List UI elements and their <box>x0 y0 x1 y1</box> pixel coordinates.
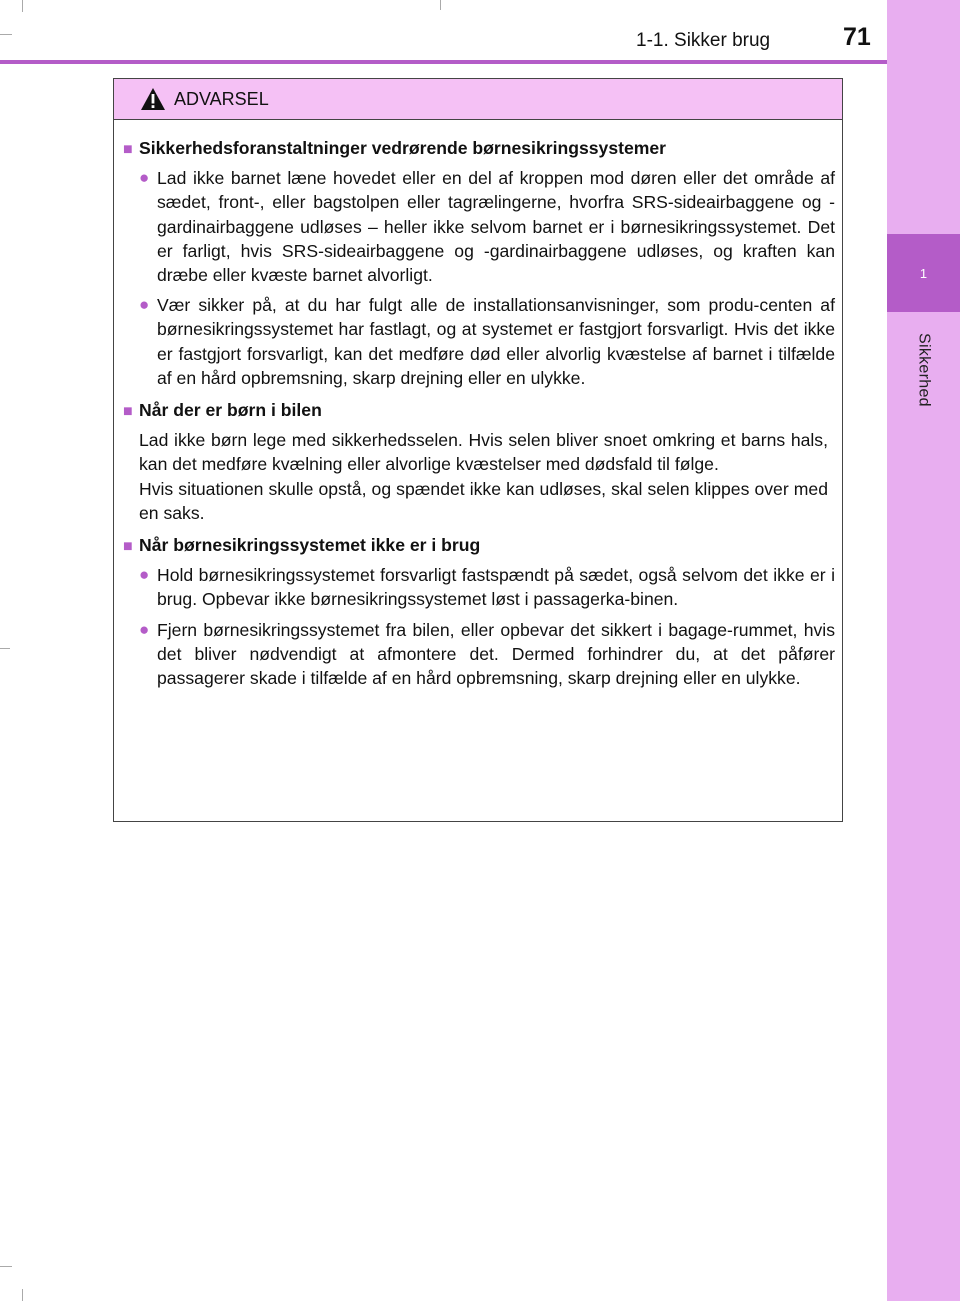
list-item: ● Hold børnesikringssystemet forsvarligt fastspændt på sædet, også selvom det ikke er i brug. Opbevar ikke børnesikringssystemet løst i passagerka-binen. <box>123 563 835 611</box>
warning-header <box>114 79 842 120</box>
chapter-label-box <box>887 320 960 420</box>
warning-body <box>114 120 842 690</box>
paragraph: Hvis situationen skulle opstå, og spændet ikke kan udløses, skal selen klippes over med en saks. <box>139 478 828 523</box>
square-bullet-icon: ■ <box>123 141 133 158</box>
crop-mark <box>22 0 23 12</box>
page-number: 71 <box>843 23 871 51</box>
round-bullet-icon: ● <box>139 619 150 639</box>
chapter-number-box <box>887 234 960 312</box>
chapter-number: 1 <box>919 265 928 281</box>
section <box>123 398 835 525</box>
warning-title: ADVARSEL <box>174 88 269 109</box>
square-bullet-icon: ■ <box>123 538 133 556</box>
crop-mark <box>440 0 441 10</box>
round-bullet-icon: ● <box>139 295 150 315</box>
square-bullet-icon: ■ <box>123 403 133 421</box>
paragraph: Lad ikke børn lege med sikkerhedsselen. Hvis selen bliver snoet omkring et barns hals, kan det medføre kvælning eller alvorlige kvæstelser med dødsfald til følge. <box>139 430 828 475</box>
header-rule <box>0 60 887 64</box>
crop-mark <box>0 1266 12 1267</box>
list-item: ● Lad ikke barnet læne hovedet eller en del af kroppen mod døren eller det område af sædet, front-, eller bagstolpen eller tagrælingerne, hvorfra SRS-sideairbaggene og -gardinairbaggene udløses – heller ikke selvom barnet er i børnesikringssystemet. Det er farligt, hvis SRS-sideairbaggene og -gardinairbaggene udløses, og kraften kan dræbe eller kvæste barnet alvorligt. <box>123 166 835 287</box>
section <box>123 533 835 690</box>
list-item: ● Vær sikker på, at du har fulgt alle de installationsanvisninger, som produ-centen af børnesikringssystemet har fastlagt, og at systemet er fastgjort forsvarligt. Hvis det ikke er fastgjort forsvarligt, kan det medføre død eller alvorlig kvæstelse af barnet i tilfælde af en hård opbremsning, skarp drejning eller en ulykke. <box>123 293 835 390</box>
chapter-label: Sikkerhed <box>915 333 933 407</box>
crop-mark <box>0 34 12 35</box>
round-bullet-icon: ● <box>139 168 150 188</box>
list-item: ● Fjern børnesikringssystemet fra bilen, eller opbevar det sikkert i bagage-rummet, hvis det bliver nødvendigt at afmontere det. Dermed forhindrer du, at det påfører passagerer skade i tilfælde af en hård opbremsning, skarp drejning eller en ulykke. <box>123 618 835 691</box>
side-tab <box>887 0 960 1301</box>
warning-triangle-icon <box>140 87 166 111</box>
round-bullet-icon: ● <box>139 565 150 585</box>
section-title: ■ Sikkerhedsforanstaltninger vedrørende børnesikringssystemer <box>123 136 835 162</box>
section <box>123 136 835 390</box>
running-head: 1-1. Sikker brug <box>636 30 771 51</box>
warning-box <box>113 78 843 822</box>
section-title: ■ Når børnesikringssystemet ikke er i brug <box>123 533 835 559</box>
crop-mark <box>22 1289 23 1301</box>
crop-mark <box>0 648 10 649</box>
section-title: ■ Når der er børn i bilen <box>123 398 835 424</box>
